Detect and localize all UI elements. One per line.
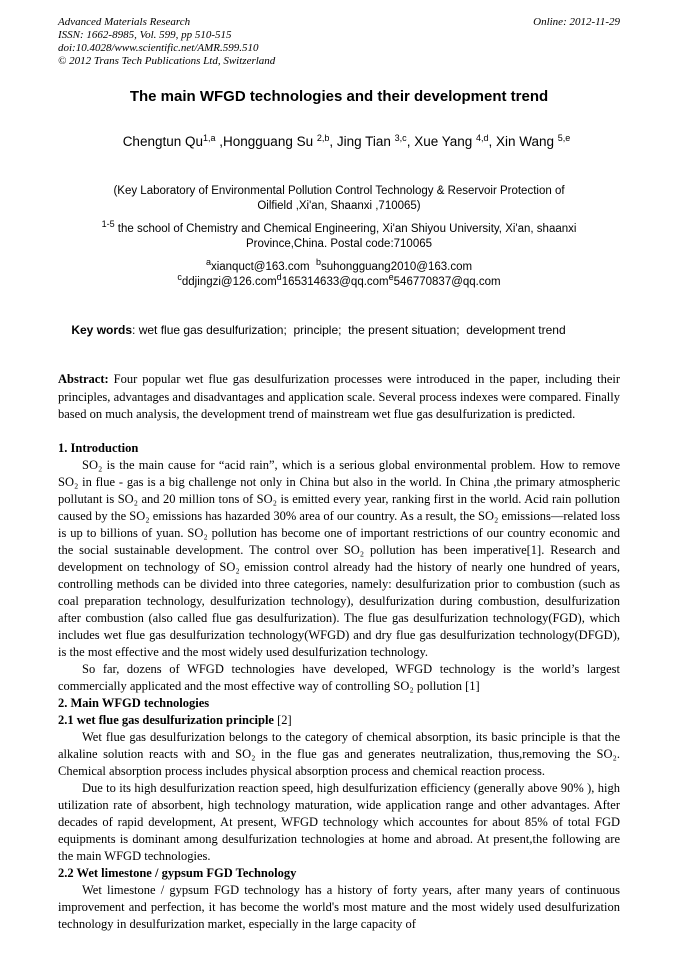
journal-issn: ISSN: 1662-8985, Vol. 599, pp 510-515: [58, 29, 232, 41]
abstract-paragraph: [58, 371, 624, 424]
author-superscript: 4,d: [476, 133, 489, 143]
affiliation-line: Province,China. Postal code:710065: [245, 238, 433, 250]
email-superscript: b: [315, 257, 321, 267]
email-superscript: e: [388, 272, 394, 282]
abstract-text: Four popular wet flue gas desulfurization processes were introduced in the paper, including their principles, advantages and disadvantages and application scale. Several process indexes were compared. Finally based on much analysis, the development trend of mainstream wet flue gas desulfurization is predicted.: [58, 372, 624, 421]
principle-paragraph-2: Due to its high desulfurization reaction speed, high desulfurization efficiency (generally above 90% ), high utilization rate of absorbent, high technology maturation, wide application range and other advantages. After decades of rapid development, At present, WFGD technology which accountes for about 85% of total FGD equipments is dominant among desulfurization technologies at home and abroad. At present,the following are the main WFGD technologies.: [58, 780, 620, 863]
author-superscript: 5,e: [557, 133, 571, 143]
email-line: [58, 272, 620, 290]
author-name: , Jing Tian: [329, 134, 395, 149]
email-superscript: c: [177, 272, 182, 282]
section-heading-wet-limestone: 2.2 Wet limestone / gypsum FGD Technology: [58, 865, 297, 880]
keywords-label: Key words: [71, 323, 133, 337]
affiliation-line: (Key Laboratory of Environmental Pollution Control Technology & Reservoir Protection of: [113, 185, 565, 197]
email-line: [58, 257, 620, 275]
keywords-text: : wet flue gas desulfurization; principle; the present situation; development trend: [132, 323, 566, 337]
email-address: xianquct@163.com: [210, 261, 310, 273]
journal-name: Advanced Materials Research: [58, 16, 191, 28]
email-address: 546770837@qq.com: [393, 276, 501, 288]
journal-header: [58, 16, 620, 68]
author-line: [58, 115, 620, 170]
author-superscript: 2,b: [316, 133, 330, 143]
author-superscript: 1,a: [203, 133, 216, 143]
author-superscript: 3,c: [394, 133, 407, 143]
affiliation-superscript: 1-5: [101, 219, 115, 229]
author-name: Chengtun Qu: [122, 134, 203, 149]
author-name: , Xin Wang: [488, 134, 558, 149]
author-name: ,Hongguang Su: [215, 134, 317, 149]
email-address: ddjingzi@126.com: [181, 276, 277, 288]
page-title: The main WFGD technologies and their development trend: [129, 88, 549, 105]
journal-doi: doi:10.4028/www.scientific.net/AMR.599.510: [58, 42, 259, 54]
affiliation-line: Oilfield ,Xi'an, Shaanxi ,710065): [257, 200, 421, 212]
keywords-line: [58, 308, 620, 353]
email-address: suhongguang2010@163.com: [320, 261, 473, 273]
email-superscript: d: [276, 272, 282, 282]
wet-limestone-paragraph: Wet limestone / gypsum FGD technology has a history of forty years, after many years of continuous improvement and perfection, it has become the world's most mature and the most widely used desulfurization technology in desulfurization market, especially in the large capacity of: [58, 882, 620, 931]
author-name: , Xue Yang: [406, 134, 476, 149]
abstract-label: Abstract:: [58, 372, 109, 386]
journal-meta: [58, 16, 275, 68]
email-address: 165314633@qq.com: [281, 276, 389, 288]
principle-paragraph-1: Wet flue gas desulfurization belongs to the category of chemical absorption, its basic principle is that the alkaline solution reacts with and SO₂ in the flue gas and generates neutralization, thus,removing the SO₂. Chemical absorption process includes physical absorption process and chemical reaction process.: [58, 729, 620, 778]
author-emails: [58, 257, 620, 290]
introduction-paragraph-1: SO₂ is the main cause for “acid rain”, which is a serious global environmental problem. How to remove SO₂ in flue - gas is a big challenge not only in China but also in the world. In China ,the primary atmospheric pollutant is SO₂ and 20 million tons of SO₂ is emitted every year, ranking first in the world. Acid rain pollution caused by the SO₂ emissions has hazarded 30% area of our country. As a result, the SO₂ emissions—related loss is up to billions of yuan. SO₂ pollution has become one of important restrictions of our country economic and the social sustainable development. The control over SO₂ pollution has been imperative[1]. Research and development on technology of SO₂ emission control already had the history of nearly one hundred of years, controlling methods can be divided into three categories, namely: desulfurization prior to combustion (such as coal preparation technology, desulfurization technology), desulfurization during combustion, desulfurization after combustion (also called flue gas desulfurization). The flue gas desulfurization technology(FGD), which includes wet flue gas desulfurization technology(WFGD) and dry flue gas desulfurization technology(DFGD), is the most effective and the most widely used desulfurization technology.: [58, 457, 620, 659]
citation-ref: [2]: [273, 712, 292, 727]
affiliation-line: $^{1-5}$ the school of Chemistry and Chemical Engineering, Xi'an Shiyou University, Xi'an, shaanxi: [101, 219, 577, 235]
affiliation-key-laboratory: [58, 184, 620, 214]
section-heading-main-wfgd: 2. Main WFGD technologies: [58, 695, 210, 710]
introduction-paragraph-2: So far, dozens of WFGD technologies have developed, WFGD technology is the world’s largest commercially applicated and the most effective way of controlling SO₂ pollution [1]: [58, 661, 620, 693]
section-heading-principle: 2.1 wet flue gas desulfurization principle [2]: [58, 712, 292, 727]
email-superscript: a: [205, 257, 211, 267]
affiliation-university: [58, 219, 620, 252]
journal-copyright: © 2012 Trans Tech Publications Ltd, Switzerland: [58, 55, 276, 67]
section-heading-introduction: 1. Introduction: [58, 440, 139, 455]
online-date: Online: 2012-11-29: [533, 16, 620, 28]
